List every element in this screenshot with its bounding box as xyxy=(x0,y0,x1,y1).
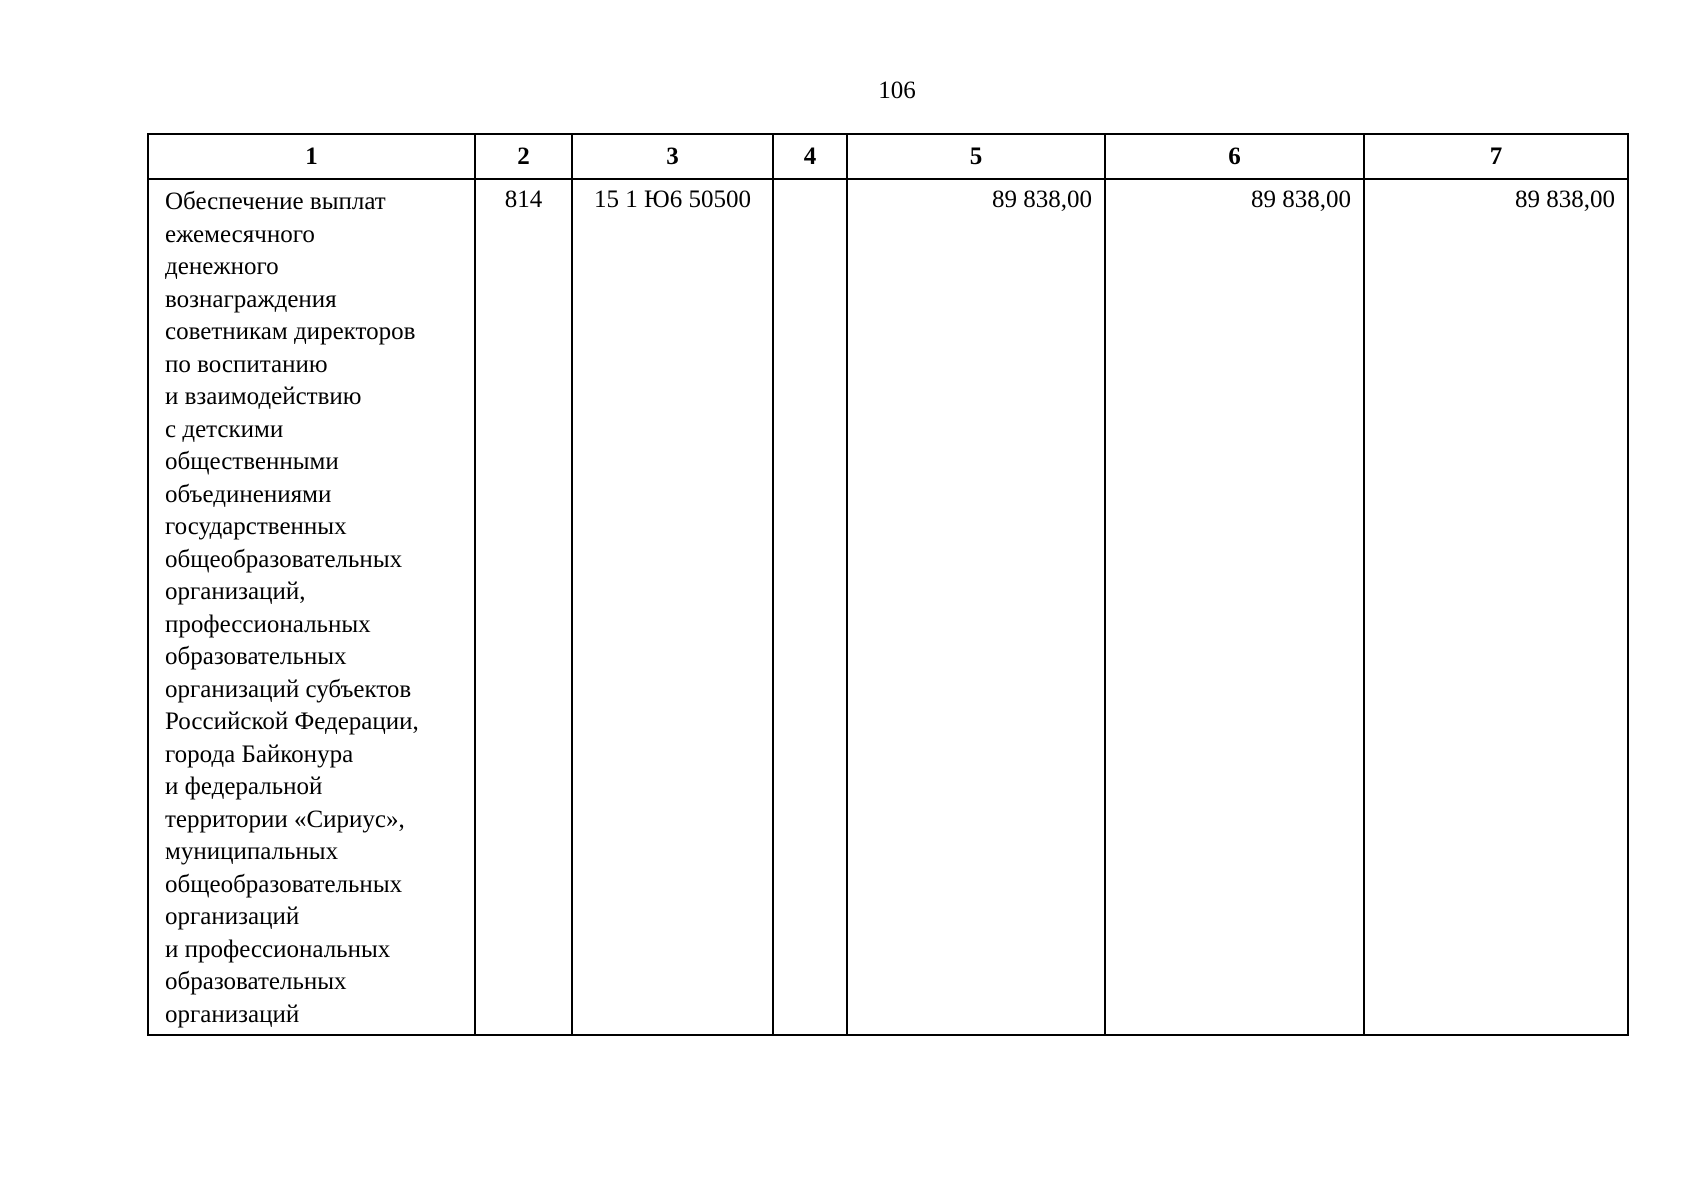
name-line: вознаграждения xyxy=(165,285,337,313)
header-col-5: 5 xyxy=(847,134,1105,179)
amount-col-6-cell: 89 838,00 xyxy=(1105,179,1364,1035)
name-line: Обеспечение выплат xyxy=(165,188,386,215)
header-col-2: 2 xyxy=(475,134,572,179)
name-line: Российской Федерации, xyxy=(165,708,419,735)
name-line: и профессиональных xyxy=(165,935,391,963)
name-line: организаций субъектов xyxy=(165,675,412,703)
header-col-3: 3 xyxy=(572,134,773,179)
department-code-cell: 814 xyxy=(475,179,572,1035)
page-number: 106 xyxy=(878,77,916,104)
expense-type-cell xyxy=(773,179,847,1035)
table-row xyxy=(148,179,1628,1035)
name-line: общеобразовательных xyxy=(165,545,403,573)
name-line: муниципальных xyxy=(165,838,339,865)
budget-table xyxy=(147,133,1629,1036)
name-line: объединениями xyxy=(165,480,332,508)
name-line: образовательных xyxy=(165,643,347,670)
header-col-4: 4 xyxy=(773,134,847,179)
name-line: денежного xyxy=(165,253,279,280)
header-col-1: 1 xyxy=(148,134,475,179)
name-line: и взаимодействию xyxy=(165,383,362,410)
header-col-6: 6 xyxy=(1105,134,1364,179)
target-article-cell: 15 1 Ю6 50500 xyxy=(572,179,773,1035)
name-line: профессиональных xyxy=(165,610,371,638)
name-line: ежемесячного xyxy=(165,220,315,248)
name-line: по воспитанию xyxy=(165,350,328,378)
name-line: образовательных xyxy=(165,968,347,995)
name-line: организаций, xyxy=(165,578,306,605)
amount-col-7-cell: 89 838,00 xyxy=(1364,179,1628,1035)
name-line: организаций xyxy=(165,903,300,930)
name-line: с детскими xyxy=(165,415,284,443)
name-line: организаций xyxy=(165,1000,300,1028)
header-col-7: 7 xyxy=(1364,134,1628,179)
name-line: территории «Сириус», xyxy=(165,805,405,833)
expense-name-cell xyxy=(148,179,475,1035)
amount-col-5-cell: 89 838,00 xyxy=(847,179,1105,1035)
header-row xyxy=(148,134,1628,179)
name-line: общественными xyxy=(165,448,339,475)
name-line: города Байконура xyxy=(165,740,354,768)
name-line: государственных xyxy=(165,513,347,540)
name-line: советникам директоров xyxy=(165,318,416,345)
name-line: и федеральной xyxy=(165,773,323,800)
name-line: общеобразовательных xyxy=(165,870,403,898)
